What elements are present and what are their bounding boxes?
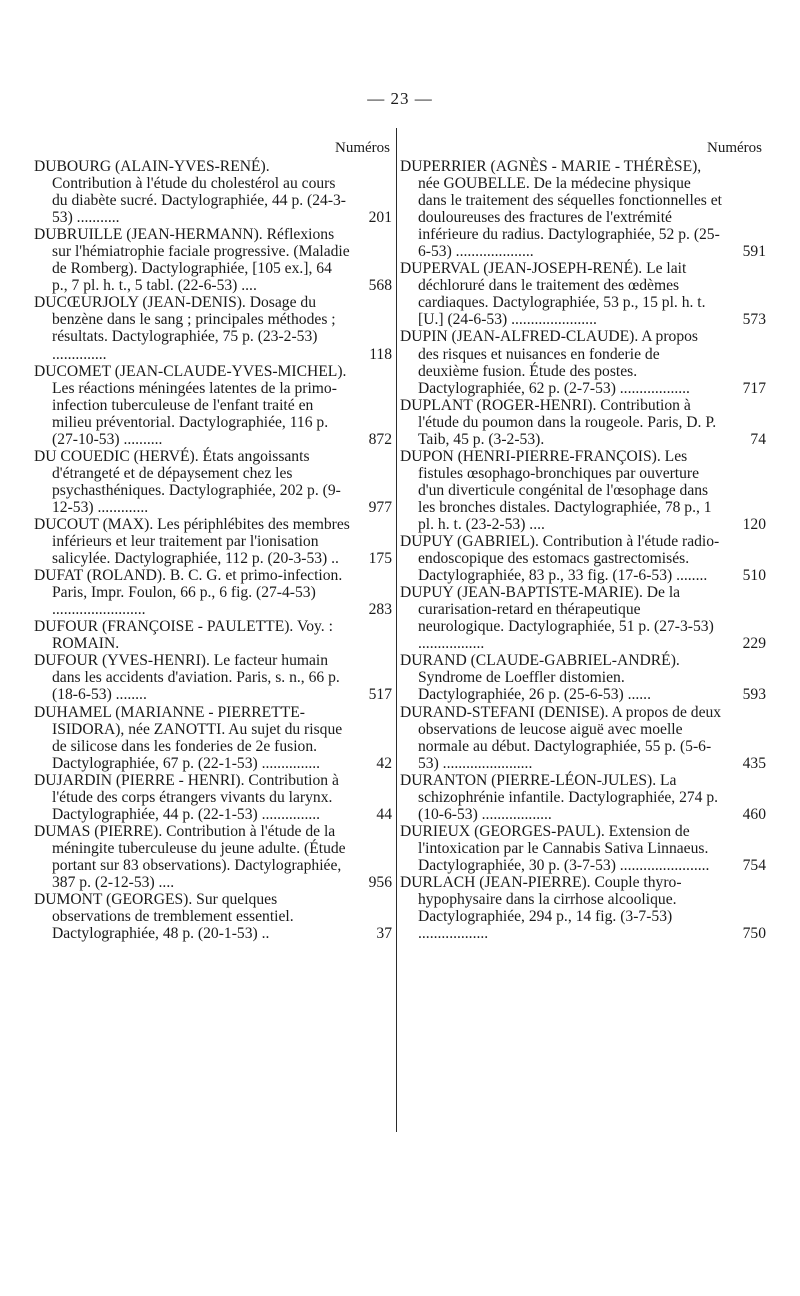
bibliography-entry xyxy=(34,294,394,362)
entry-text: DUBRUILLE (JEAN-HERMANN). Réflexions sur l'hémiatrophie faciale progressive. (Maladie de Romberg). Dactylographiée, [105 ex.], 64 p., 7 pl. h. t., 5 tabl. (22-6-53) .... xyxy=(34,226,350,295)
entry-number: 754 xyxy=(742,856,766,874)
entry-number: 568 xyxy=(368,277,392,295)
bibliography-entry xyxy=(34,823,394,891)
entry-text: DUBOURG (ALAIN-YVES-RENÉ). Contribution à l'étude du cholestérol au cours du diabète sucré. Dactylographiée, 44 p. (24-3-53) ........... xyxy=(34,158,347,227)
entry-text: DUPIN (JEAN-ALFRED-CLAUDE). A propos des risques et nuisances en fonderie de deuxième fusion. Étude des postes. Dactylographiée, 62 p. (2-7-53) .................. xyxy=(400,328,699,397)
entry-text: DUCOUT (MAX). Les périphlébites des membres inférieurs et leur traitement par l'ionisation salicylée. Dactylographiée, 112 p. (20-3-53) .. xyxy=(34,515,350,568)
bibliography-entry xyxy=(34,567,394,618)
entry-list xyxy=(34,158,394,942)
entry-text: DUPERVAL (JEAN-JOSEPH-RENÉ). Le lait déchloruré dans le traitement des œdèmes cardiaques. Dactylographiée, 53 p., 15 pl. h. t. [U.] (24-6-53) ...................... xyxy=(400,260,706,329)
entry-text: DUPUY (GABRIEL). Contribution à l'étude radio-endoscopique des estomacs gastrectomisés. Dactylographiée, 83 p., 33 fig. (17-6-53) ........ xyxy=(400,533,720,585)
entry-number: 591 xyxy=(742,243,766,261)
bibliography-entry xyxy=(34,652,394,703)
bibliography-entry xyxy=(34,618,394,652)
entry-number: 435 xyxy=(742,754,766,772)
bibliography-entry xyxy=(34,158,394,226)
entry-number: 175 xyxy=(368,550,392,568)
right-column xyxy=(400,138,766,942)
entry-list xyxy=(400,158,766,942)
entry-text: DUPERRIER (AGNÈS - MARIE - THÉRÈSE), née GOUBELLE. De la médecine physique dans le traitement des séquelles fonctionnelles et douloureuses des fractures de l'extrémité inférieure du radius. Dactylographiée, 52 p. (25-6-53) .................... xyxy=(400,158,722,261)
entry-text: DUMAS (PIERRE). Contribution à l'étude de la méningite tuberculeuse du jeune adulte. (Étude portant sur 83 observations). Dactylographiée, 387 p. (2-12-53) .... xyxy=(34,822,346,891)
entry-number: 517 xyxy=(368,686,392,704)
entry-text: DUPUY (JEAN-BAPTISTE-MARIE). De la curarisation-retard en thérapeutique neurologique. Dactylographiée, 51 p. (27-3-53) ................. xyxy=(400,584,714,653)
bibliography-entry xyxy=(400,260,766,328)
entry-text: DURIEUX (GEORGES-PAUL). Extension de l'intoxication par le Cannabis Sativa Linnaeus. Dactylographiée, 30 p. (3-7-53) ....................... xyxy=(400,822,710,874)
bibliography-entry xyxy=(400,533,766,584)
bibliography-entry xyxy=(34,448,394,516)
entry-text: DUJARDIN (PIERRE - HENRI). Contribution à l'étude des corps étrangers vivants du larynx. Dactylographiée, 44 p. (22-1-53) ............... xyxy=(34,771,339,823)
bibliography-entry xyxy=(400,772,766,823)
bibliography-entry xyxy=(400,652,766,703)
bibliography-entry xyxy=(400,874,766,942)
bibliography-entry xyxy=(400,397,766,448)
entry-text: DUHAMEL (MARIANNE - PIERRETTE-ISIDORA), née ZANOTTI. Au sujet du risque de silicose dans les fonderies de 2e fusion. Dactylographiée, 67 p. (22-1-53) ............... xyxy=(34,703,343,772)
entry-number: 750 xyxy=(742,925,766,943)
bibliography-entry xyxy=(34,772,394,823)
entry-text: DURLACH (JEAN-PIERRE). Couple thyro-hypophysaire dans la cirrhose alcoolique. Dactylographiée, 294 p., 14 fig. (3-7-53) .................. xyxy=(400,873,682,943)
entry-number: 37 xyxy=(376,925,392,943)
entry-number: 872 xyxy=(368,430,392,448)
bibliography-entry xyxy=(34,516,394,567)
bibliography-entry xyxy=(34,891,394,942)
entry-number: 42 xyxy=(376,754,392,772)
bibliography-entry xyxy=(34,363,394,448)
entry-number: 283 xyxy=(368,601,392,619)
entry-number: 593 xyxy=(742,686,766,704)
entry-text: DUCOMET (JEAN-CLAUDE-YVES-MICHEL). Les réactions méningées latentes de la primo-infection tuberculeuse de l'enfant traité en milieu préventorial. Dactylographiée, 116 p. (27-10-53) .......... xyxy=(34,362,347,448)
entry-text: DURAND (CLAUDE-GABRIEL-ANDRÉ). Syndrome de Loeffler distomien. Dactylographiée, 26 p. (25-6-53) ...... xyxy=(400,652,680,704)
bibliography-entry xyxy=(34,226,394,294)
entry-text: DUPLANT (ROGER-HENRI). Contribution à l'étude du poumon dans la rougeole. Paris, D. P. Taib, 45 p. (3-2-53). xyxy=(400,396,717,448)
entry-text: DUMONT (GEORGES). Sur quelques observations de tremblement essentiel. Dactylographiée, 48 p. (20-1-53) .. xyxy=(34,891,294,943)
page-number: — 23 — xyxy=(367,89,433,108)
entry-text: DUPON (HENRI-PIERRE-FRANÇOIS). Les fistules œsophago-bronchiques par ouverture d'un diverticule congénital de l'œsophage dans les bronches distales. Dactylographiée, 78 p., 1 pl. h. t. (23-2-53) .... xyxy=(400,447,712,533)
left-column xyxy=(34,138,394,942)
column-divider xyxy=(396,128,397,1132)
bibliography-entry xyxy=(400,328,766,396)
entry-number: 510 xyxy=(742,567,766,585)
bibliography-entry xyxy=(400,704,766,772)
entry-number: 201 xyxy=(368,209,392,227)
column-header: Numéros xyxy=(707,140,762,156)
entry-text: DUFOUR (FRANÇOISE - PAULETTE). Voy. : ROMAIN. xyxy=(34,618,333,653)
entry-text: DUFOUR (YVES-HENRI). Le facteur humain dans les accidents d'aviation. Paris, s. n., 66 p. (18-6-53) ........ xyxy=(34,652,340,704)
entry-number: 717 xyxy=(742,379,766,397)
bibliography-entry xyxy=(400,448,766,533)
entry-number: 956 xyxy=(368,873,392,891)
bibliography-entry xyxy=(400,584,766,652)
bibliography-entry xyxy=(34,704,394,772)
entry-number: 573 xyxy=(742,311,766,329)
entry-text: DU COUEDIC (HERVÉ). États angoissants d'étrangeté et de dépaysement chez les psychasthéniques. Dactylographiée, 202 p. (9-12-53) ............. xyxy=(34,447,341,516)
entry-number: 74 xyxy=(750,430,766,448)
entry-number: 118 xyxy=(369,345,392,363)
entry-number: 120 xyxy=(742,515,766,533)
entry-text: DUCŒURJOLY (JEAN-DENIS). Dosage du benzène dans le sang ; principales méthodes ; résultats. Dactylographiée, 75 p. (23-2-53) .............. xyxy=(34,294,336,363)
bibliography-entry xyxy=(400,823,766,874)
entry-text: DUFAT (ROLAND). B. C. G. et primo-infection. Paris, Impr. Foulon, 66 p., 6 fig. (27-4-53) ........................ xyxy=(34,567,343,619)
entry-text: DURAND-STEFANI (DENISE). A propos de deux observations de leucose aiguë avec moelle normale au début. Dactylographiée, 55 p. (5-6-53) ....................... xyxy=(400,703,722,772)
entry-number: 229 xyxy=(742,635,766,653)
bibliography-entry xyxy=(400,158,766,260)
column-header: Numéros xyxy=(335,140,390,156)
entry-number: 44 xyxy=(376,805,392,823)
entry-number: 460 xyxy=(742,805,766,823)
entry-number: 977 xyxy=(368,498,392,516)
entry-text: DURANTON (PIERRE-LÉON-JULES). La schizophrénie infantile. Dactylographiée, 274 p. (10-6-53) .................. xyxy=(400,771,719,823)
